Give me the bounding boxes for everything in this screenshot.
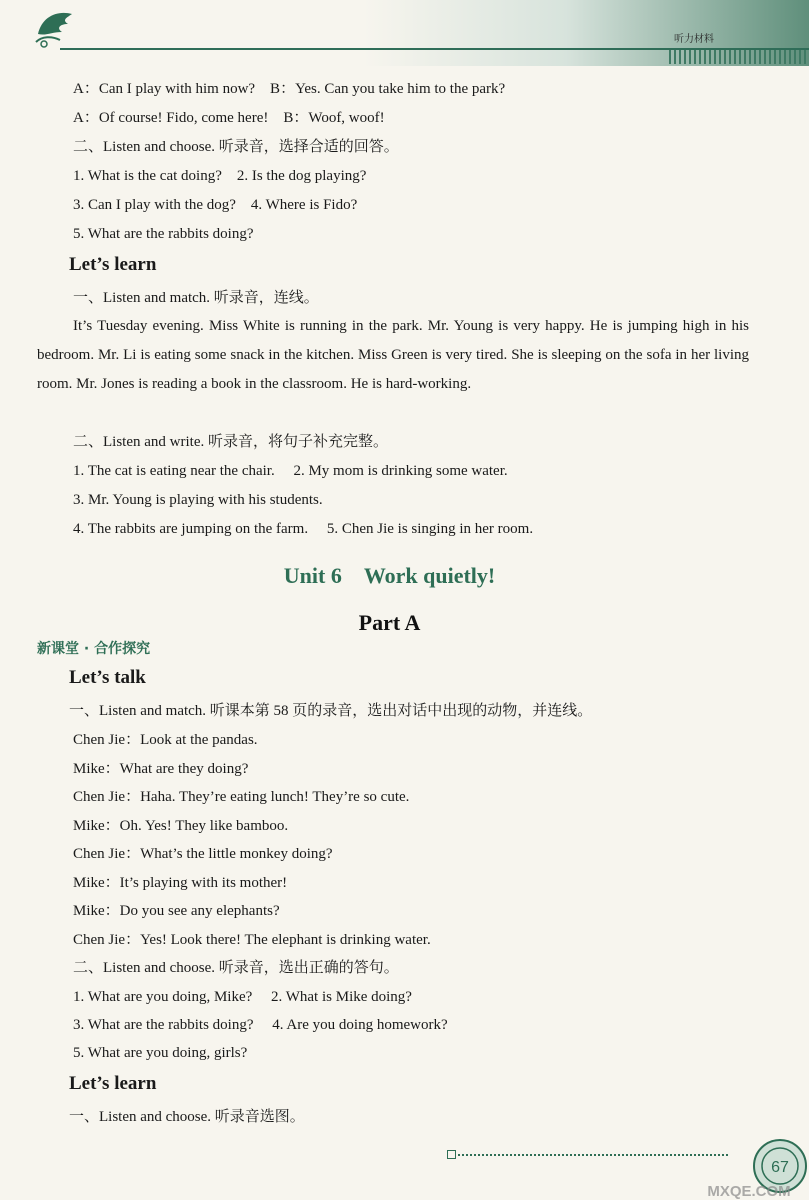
footer-dotted-rule: [458, 1154, 728, 1156]
page-number: 67: [771, 1159, 789, 1176]
listen-choose-heading: 二、Listen and choose. 听录音，选择合适的回答。: [73, 139, 399, 155]
header-stripes: [669, 50, 809, 64]
listen-write-item: 4. The rabbits are jumping on the farm. 5. Chen Jie is singing in her room.: [73, 521, 534, 537]
dialogue-line: Chen Jie：Yes! Look there! The elephant is drinking water.: [73, 932, 431, 948]
talk-choose-item: 3. What are the rabbits doing? 4. Are you doing homework?: [73, 1017, 448, 1033]
listen-choose-item: 5. What are the rabbits doing?: [73, 226, 254, 242]
lets-learn-title: Let’s learn: [69, 254, 157, 275]
listening-paragraph: It’s Tuesday evening. Miss White is running in the park. Mr. Young is very happy. He is jumping high in his bedroom. Mr. Li is eating some snack in the kitchen. Miss Green is very tired. She is sleeping on the sofa in her living room. Mr. Jones is reading a book in the classroom. He is hard-working.: [37, 318, 749, 392]
header-label: 听力材料: [674, 34, 714, 45]
lets-learn-title: Let’s learn: [69, 1073, 157, 1094]
unit-title: Unit 6 Work quietly!: [283, 563, 496, 588]
footer-marker-icon: [447, 1150, 456, 1159]
dialogue-line-1: A：Can I play with him now? B：Yes. Can you take him to the park?: [73, 81, 506, 97]
section-banner: 新课堂 · 合作探究: [37, 641, 151, 657]
talk-choose-item: 1. What are you doing, Mike? 2. What is Mike doing?: [73, 989, 412, 1005]
listen-write-item: 1. The cat is eating near the chair. 2. My mom is drinking some water.: [73, 463, 508, 479]
dialogue-line: Chen Jie：Look at the pandas.: [73, 732, 258, 748]
footer-watermark: [690, 1120, 809, 1200]
dialogue-line: Chen Jie：What’s the little monkey doing?: [73, 846, 333, 862]
listen-match-heading: 一、Listen and match. 听录音，连线。: [73, 290, 319, 306]
listen-write-heading: 二、Listen and write. 听录音，将句子补充完整。: [73, 434, 388, 450]
listen-write-item: 3. Mr. Young is playing with his students.: [73, 492, 323, 508]
leaf-logo-icon: [32, 6, 88, 50]
dialogue-line: Mike：Do you see any elephants?: [73, 903, 280, 919]
learn-choose-heading: 一、Listen and choose. 听录音选图。: [69, 1109, 305, 1125]
dialogue-line: Mike：Oh. Yes! They like bamboo.: [73, 818, 289, 834]
talk-match-heading: 一、Listen and match. 听课本第 58 页的录音，选出对话中出现的动物，并连线。: [69, 703, 593, 719]
talk-choose-heading: 二、Listen and choose. 听录音，选出正确的答句。: [73, 960, 399, 976]
dialogue-line: Chen Jie：Haha. They’re eating lunch! They’re so cute.: [73, 789, 410, 805]
dialogue-line: Mike：It’s playing with its mother!: [73, 875, 288, 891]
listen-choose-item: 1. What is the cat doing? 2. Is the dog playing?: [73, 168, 367, 184]
listen-choose-item: 3. Can I play with the dog? 4. Where is Fido?: [73, 197, 358, 213]
dialogue-line: Mike：What are they doing?: [73, 761, 249, 777]
lets-talk-title: Let’s talk: [69, 667, 146, 688]
part-title: Part A: [358, 610, 421, 635]
dialogue-line-2: A：Of course! Fido, come here! B：Woof, woof!: [73, 110, 385, 126]
talk-choose-item: 5. What are you doing, girls?: [73, 1045, 248, 1061]
watermark-text: MXQE.COM: [707, 1183, 791, 1200]
